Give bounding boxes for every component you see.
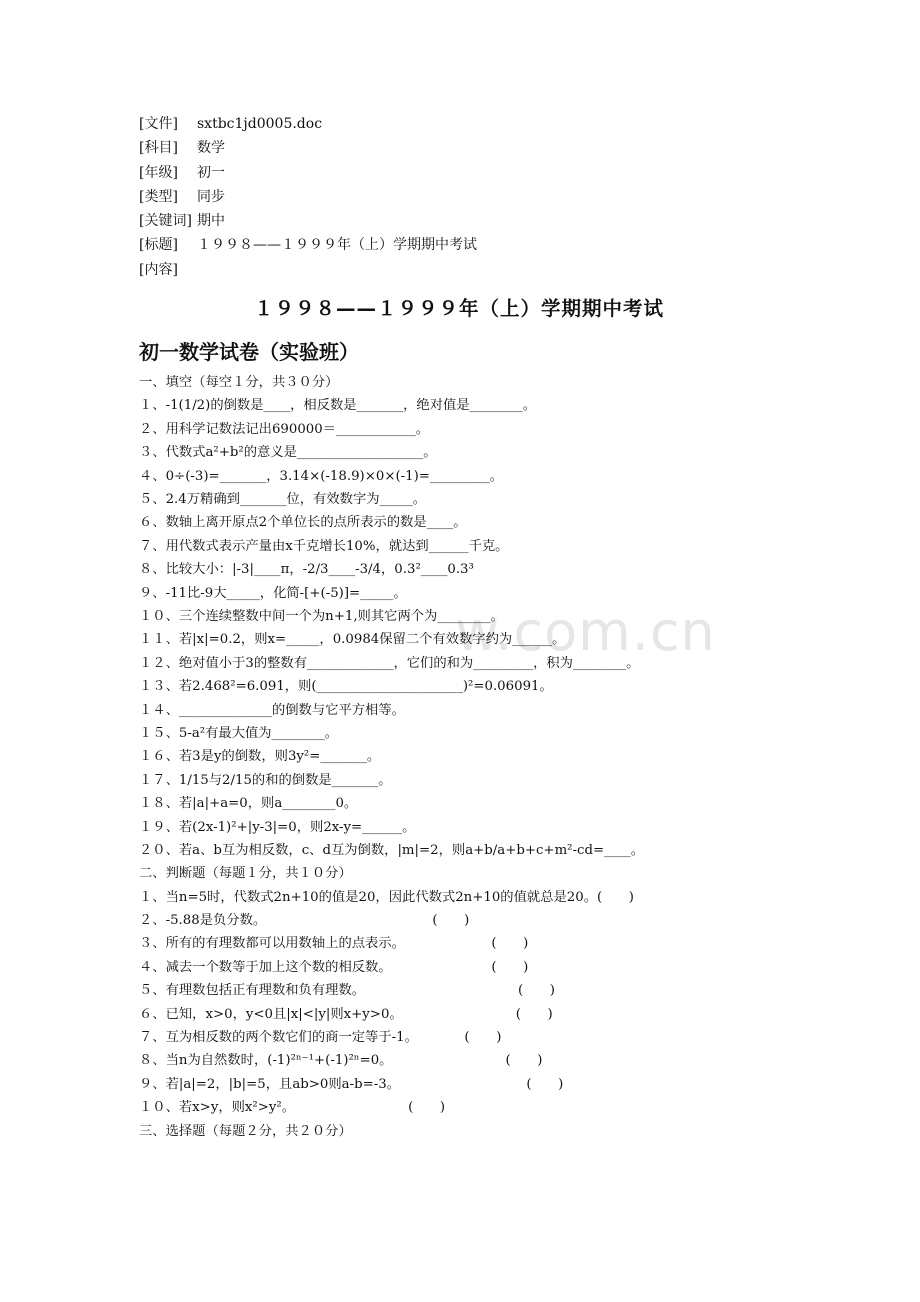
question-line: １１、若|x|=0.2，则x=_____，0.0984保留二个有效数字约为______。 <box>139 632 566 648</box>
metadata-row <box>139 112 779 136</box>
question-line: 一、填空（每空１分，共３０分） <box>139 375 339 391</box>
question-line: ８、当n为自然数时，(-1)²ⁿ⁻¹+(-1)²ⁿ=0。 ( ) <box>139 1053 543 1069</box>
metadata-value: 数学 <box>197 140 225 157</box>
metadata-value: 初一 <box>197 164 225 181</box>
metadata-value: sxtbc1jd0005.doc <box>197 116 323 132</box>
question-line: ６、数轴上离开原点2个单位长的点所表示的数是____。 <box>139 515 467 531</box>
metadata-row <box>139 233 779 257</box>
metadata-row <box>139 209 779 233</box>
question-line: １９、若(2x-1)²+|y-3|=0，则2x-y=______。 <box>139 819 416 835</box>
question-line: １０、三个连续整数中间一个为n+1,则其它两个为________。 <box>139 608 504 624</box>
question-line: １４、______________的倒数与它平方相等。 <box>139 702 405 718</box>
document-page <box>139 112 779 1143</box>
question-line: ９、-11比-9大_____，化简-[+(-5)]=_____。 <box>139 585 407 601</box>
metadata-block <box>139 112 779 282</box>
question-line: ５、有理数包括正有理数和负有理数。 ( ) <box>139 983 555 999</box>
question-line: ５、2.4万精确到_______位，有效数字为_____。 <box>139 492 427 508</box>
metadata-key: [类型] <box>139 188 178 205</box>
question-line: ３、所有的有理数都可以用数轴上的点表示。 ( ) <box>139 936 529 952</box>
metadata-key: [文件] <box>139 116 178 132</box>
metadata-value: １９９８——１９９９年（上）学期期中考试 <box>197 237 477 254</box>
question-line: １８、若|a|+a=0，则a________0。 <box>139 796 358 812</box>
document-subtitle: 初一数学试卷（实验班） <box>139 340 359 365</box>
metadata-row <box>139 185 779 209</box>
question-line: ４、0÷(-3)=_______，3.14×(-18.9)×0×(-1)=_________。 <box>139 468 504 484</box>
question-line: 二、判断题（每题１分，共１０分） <box>139 866 352 882</box>
question-line: ２０、若a、b互为相反数，c、d互为倒数，|m|=2，则a+b/a+b+c+m²-cd=____。 <box>139 842 645 858</box>
metadata-key: [关键词] <box>139 213 192 230</box>
question-line: １、-1(1/2)的倒数是____，相反数是_______，绝对值是________。 <box>139 398 537 414</box>
question-line: １６、若3是y的倒数，则3y²=_______。 <box>139 749 381 765</box>
question-line: １７、1/15与2/15的和的倒数是_______。 <box>139 772 392 788</box>
metadata-key: [内容] <box>139 261 178 278</box>
document-title: １９９８——１９９９年（上）学期期中考试 <box>253 297 664 321</box>
metadata-value: 同步 <box>197 188 225 205</box>
question-line: １０、若x>y，则x²>y²。 ( ) <box>139 1100 446 1116</box>
question-line: ７、互为相反数的两个数它们的商一定等于-1。 ( ) <box>139 1030 502 1046</box>
question-list <box>139 371 779 1143</box>
metadata-row <box>139 136 779 160</box>
metadata-row <box>139 161 779 185</box>
watermark: w.com.cn <box>455 600 716 663</box>
metadata-row <box>139 258 779 282</box>
question-line: ２、-5.88是负分数。 ( ) <box>139 913 470 929</box>
question-line: １５、5-a²有最大值为________。 <box>139 725 339 741</box>
question-line: ８、比较大小：|-3|____π，-2/3____-3/4，0.3²____0.3³ <box>139 562 474 578</box>
question-line: 三、选择题（每题２分，共２０分） <box>139 1123 352 1139</box>
question-line: １、当n=5时，代数式2n+10的值是20，因此代数式2n+10的值就总是20。( ) <box>139 889 634 905</box>
metadata-key: [科目] <box>139 140 178 157</box>
metadata-key: [年级] <box>139 164 178 181</box>
question-line: １３、若2.468²=6.091，则(______________________)²=0.06091。 <box>139 679 553 695</box>
question-line: ３、代数式a²+b²的意义是___________________。 <box>139 445 437 461</box>
question-line: １２、绝对值小于3的整数有_____________，它们的和为_________，积为________。 <box>139 655 640 671</box>
question-line: ２、用科学记数法记出690000＝____________。 <box>139 421 430 437</box>
question-line: ４、减去一个数等于加上这个数的相反数。 ( ) <box>139 959 529 975</box>
question-line: ９、若|a|=2，|b|=5，且ab>0则a-b=-3。 ( ) <box>139 1076 564 1092</box>
question-line: ６、已知，x>0，y<0且|x|<|y|则x+y>0。 ( ) <box>139 1006 553 1022</box>
metadata-value: 期中 <box>197 213 225 230</box>
metadata-key: [标题] <box>139 237 178 254</box>
question-line: ７、用代数式表示产量由x千克增长10%，就达到______千克。 <box>139 538 509 554</box>
